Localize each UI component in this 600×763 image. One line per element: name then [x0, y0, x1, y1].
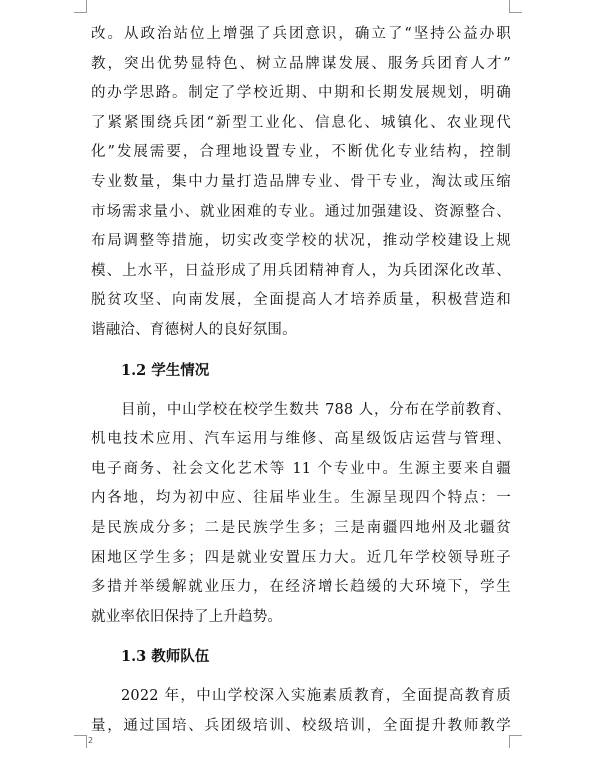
crop-mark-top-right — [509, 0, 522, 13]
text-line: 了紧紧围绕兵团“新型工业化、信息化、城镇化、农业现代 — [91, 114, 511, 131]
crop-mark-bottom-left — [74, 735, 87, 748]
text-line: 教，突出优势显特色、树立品牌谋发展、服务兵团育人才” — [91, 55, 511, 72]
text-line: 是民族成分多；二是民族学生多；三是南疆四地州及北疆贫 — [91, 519, 511, 536]
text-line: 电子商务、社会文化艺术等 11 个专业中。生源主要来自疆 — [91, 460, 511, 477]
paragraph-school-philosophy — [91, 20, 511, 346]
text-line: 市场需求量小、就业困难的专业。通过加强建设、资源整合、 — [91, 203, 511, 220]
text-line: 内各地，均为初中应、往届毕业生。生源呈现四个特点：一 — [91, 490, 511, 507]
text-line: 脱贫攻坚、向南发展，全面提高人才培养质量，积极营造和 — [91, 292, 511, 309]
section-heading-teachers: 1.3 教师队伍 — [121, 648, 210, 666]
text-line: 改。从政治站位上增强了兵团意识，确立了“坚持公益办职 — [91, 26, 511, 42]
text-line: 的办学思路。制定了学校近期、中期和长期发展规划，明确 — [91, 85, 511, 102]
text-line: 多措并举缓解就业压力，在经济增长趋缓的大环境下，学生 — [91, 579, 511, 596]
crop-mark-top-left — [74, 0, 87, 13]
text-line: 谐融洽、育德树人的良好氛围。 — [91, 321, 297, 338]
document-body — [91, 20, 511, 741]
text-line: 机电技术应用、汽车运用与维修、高星级饭店运营与管理、 — [91, 431, 511, 448]
text-line: 化”发展需要，合理地设置专业，不断优化专业结构，控制 — [91, 144, 511, 161]
page-number: 2 — [88, 736, 94, 745]
text-line: 量，通过国培、兵团级培训、校级培训，全面提升教师教学 — [91, 717, 511, 734]
text-line: 目前，中山学校在校学生数共 788 人，分布在学前教育、 — [121, 401, 511, 418]
section-heading-students: 1.2 学生情况 — [121, 361, 210, 379]
text-line: 2022 年，中山学校深入实施素质教育，全面提高教育质 — [121, 688, 511, 705]
text-line: 模、上水平，日益形成了用兵团精神育人，为兵团深化改革、 — [91, 262, 511, 279]
paragraph-students — [91, 396, 511, 633]
text-line: 布局调整等措施，切实改变学校的状况，推动学校建设上规 — [91, 233, 511, 250]
text-line: 困地区学生多；四是就业安置压力大。近几年学校领导班子 — [91, 549, 511, 566]
text-line: 就业率依旧保持了上升趋势。 — [91, 608, 283, 625]
text-line: 专业数量，集中力量打造品牌专业、骨干专业，淘汰或压缩 — [91, 173, 511, 190]
paragraph-teachers — [91, 682, 511, 741]
